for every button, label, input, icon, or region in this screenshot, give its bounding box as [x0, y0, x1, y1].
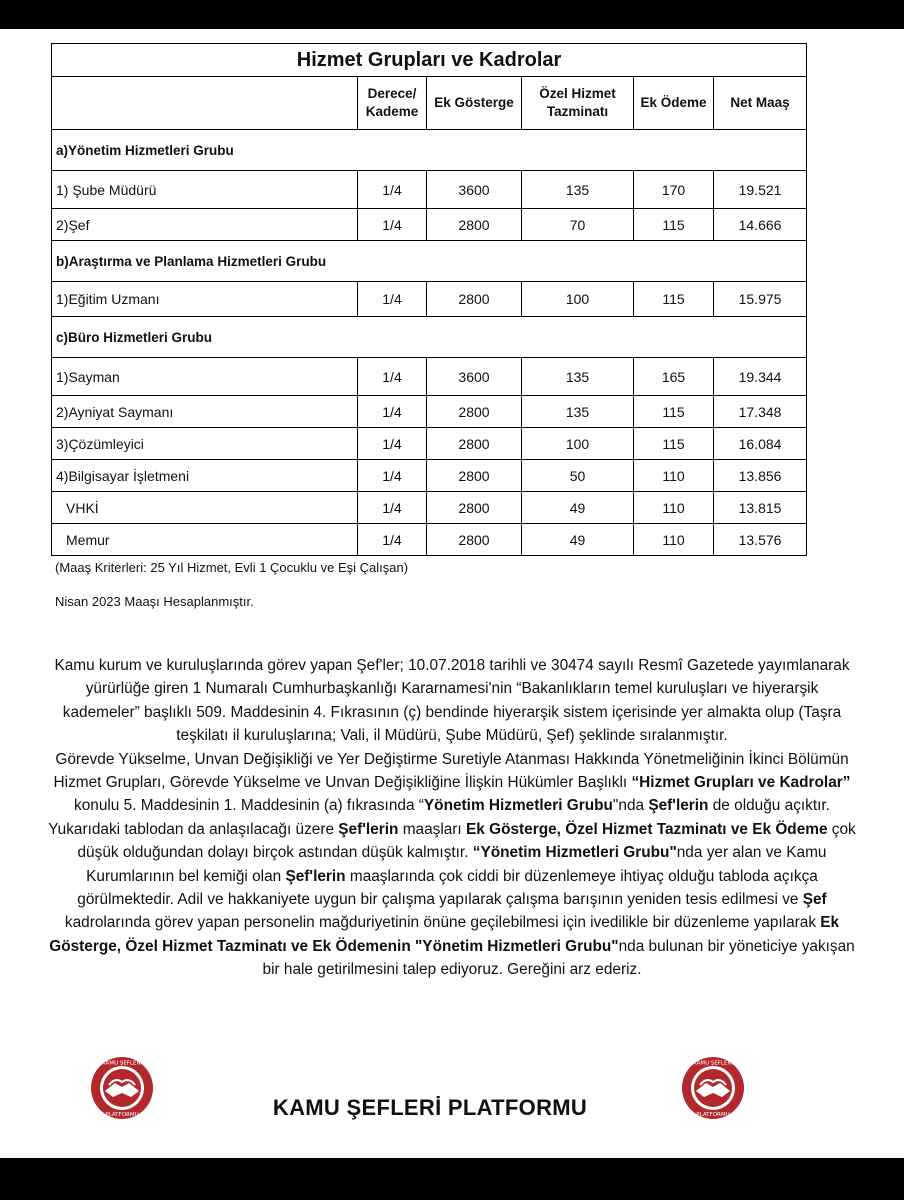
- table-header-row: [52, 77, 807, 130]
- cell-ozel-hizmet: 49: [522, 524, 634, 556]
- cell-ozel-hizmet: 49: [522, 492, 634, 524]
- group-title: c)Büro Hizmetleri Grubu: [52, 317, 807, 358]
- top-black-bar: [0, 0, 904, 29]
- cell-ek-odeme: 110: [634, 492, 714, 524]
- cell-ozel-hizmet: 50: [522, 460, 634, 492]
- cell-net-maas: 16.084: [714, 428, 807, 460]
- cell-title: 2)Şef: [52, 209, 358, 241]
- cell-ek-odeme: 110: [634, 460, 714, 492]
- cell-net-maas: 19.344: [714, 358, 807, 396]
- header-derece: Derece/ Kademe: [358, 77, 427, 130]
- cell-ek-gosterge: 2800: [427, 524, 522, 556]
- cell-net-maas: 19.521: [714, 171, 807, 209]
- logo-top-text: KAMU ŞEFLERİ: [693, 1060, 733, 1067]
- cell-ek-odeme: 165: [634, 358, 714, 396]
- cell-net-maas: 13.856: [714, 460, 807, 492]
- cell-title: 3)Çözümleyici: [52, 428, 358, 460]
- cell-derece: 1/4: [358, 524, 427, 556]
- cell-ek-gosterge: 2800: [427, 282, 522, 317]
- cell-ek-gosterge: 3600: [427, 171, 522, 209]
- cell-net-maas: 15.975: [714, 282, 807, 317]
- header-ek-gosterge: Ek Gösterge: [427, 77, 522, 130]
- cell-derece: 1/4: [358, 209, 427, 241]
- cell-ozel-hizmet: 135: [522, 358, 634, 396]
- header-empty: [52, 77, 358, 130]
- cell-title: 2)Ayniyat Saymanı: [52, 396, 358, 428]
- calculation-date-note: Nisan 2023 Maaşı Hesaplanmıştır.: [55, 594, 254, 609]
- cell-net-maas: 17.348: [714, 396, 807, 428]
- cell-ek-gosterge: 2800: [427, 492, 522, 524]
- header-net-maas: Net Maaş: [714, 77, 807, 130]
- cell-ek-gosterge: 2800: [427, 396, 522, 428]
- table-row: [52, 492, 807, 524]
- table-row: [52, 428, 807, 460]
- table-row: [52, 396, 807, 428]
- cell-title: Memur: [52, 524, 358, 556]
- table-row: [52, 171, 807, 209]
- petition-text: [46, 654, 858, 982]
- cell-derece: 1/4: [358, 171, 427, 209]
- cell-ozel-hizmet: 70: [522, 209, 634, 241]
- table-row: [52, 209, 807, 241]
- header-ek-odeme: Ek Ödeme: [634, 77, 714, 130]
- paragraph-3: Yukarıdaki tablodan da anlaşılacağı üzere Şef'lerin maaşları Ek Gösterge, Özel Hizmet Tazminatı ve Ek Ödeme çok düşük olduğundan dolayı birçok astından düşük kalmıştır. “Yönetim Hizmetleri Grubu"nda yer alan ve Kamu Kurumlarının bel kemiği olan Şef'lerin maaşlarında çok ciddi bir düzenlemeye ihtiyaç olduğu tabloda açıkça görülmektedir. Adil ve hakkaniyete uygun bir çalışma yapılarak çalışma barışının yeniden tesis edilmesi ve Şef kadrolarında görev yapan personelin mağduriyetinin önüne geçilebilmesi için ivedilikle bir düzenleme yapılarak Ek Gösterge, Özel Hizmet Tazminatı ve Ek Ödemenin "Yönetim Hizmetleri Grubu"nda bulunan bir yöneticiye yakışan bir hale getirilmesini talep ediyoruz. Gereğini arz ederiz.: [48, 820, 856, 979]
- cell-title: 1)Sayman: [52, 358, 358, 396]
- cell-derece: 1/4: [358, 492, 427, 524]
- header-ozel-hizmet: Özel Hizmet Tazminatı: [522, 77, 634, 130]
- cell-derece: 1/4: [358, 460, 427, 492]
- footer-title: KAMU ŞEFLERİ PLATFORMU: [272, 1095, 588, 1120]
- cell-ek-odeme: 115: [634, 209, 714, 241]
- group-row: [52, 317, 807, 358]
- cell-title: 1)Eğitim Uzmanı: [52, 282, 358, 317]
- cell-ozel-hizmet: 135: [522, 171, 634, 209]
- cell-ek-odeme: 115: [634, 396, 714, 428]
- cell-ek-gosterge: 3600: [427, 358, 522, 396]
- group-title: a)Yönetim Hizmetleri Grubu: [52, 130, 807, 171]
- cell-net-maas: 13.576: [714, 524, 807, 556]
- cell-derece: 1/4: [358, 428, 427, 460]
- cell-title: 1) Şube Müdürü: [52, 171, 358, 209]
- group-row: [52, 241, 807, 282]
- cell-ek-odeme: 115: [634, 428, 714, 460]
- group-row: [52, 130, 807, 171]
- bottom-black-bar: [0, 1158, 904, 1200]
- paragraph-1: Kamu kurum ve kuruluşlarında görev yapan Şef'ler; 10.07.2018 tarihli ve 30474 sayılı Resmî Gazetede yayımlanarak yürürlüğe giren 1 Numaralı Cumhurbaşkanlığı Kararnamesi'nin “Bakanlıkların temel kuruluşları ve hiyerarşik kademeler” başlıklı 509. Maddesinin 4. Fıkrasının (ç) bendinde hiyerarşik sistem içerisinde yer almakta olup (Taşra teşkilatı il kuruluşlarına; Vali, il Müdürü, Şube Müdürü, Şef) şeklinde sıralanmıştır.: [54, 657, 850, 745]
- cell-ek-gosterge: 2800: [427, 460, 522, 492]
- cell-ozel-hizmet: 100: [522, 428, 634, 460]
- table-row: [52, 460, 807, 492]
- logo-top-text: KAMU ŞEFLERİ: [102, 1060, 142, 1067]
- salary-table: [51, 43, 807, 556]
- cell-ek-odeme: 170: [634, 171, 714, 209]
- salary-criteria-note: (Maaş Kriterleri: 25 Yıl Hizmet, Evli 1 Çocuklu ve Eşi Çalışan): [55, 560, 409, 575]
- cell-net-maas: 13.815: [714, 492, 807, 524]
- cell-derece: 1/4: [358, 282, 427, 317]
- table-title: Hizmet Grupları ve Kadrolar: [52, 44, 807, 77]
- cell-ek-gosterge: 2800: [427, 209, 522, 241]
- cell-derece: 1/4: [358, 396, 427, 428]
- cell-net-maas: 14.666: [714, 209, 807, 241]
- paragraph-2: Görevde Yükselme, Unvan Değişikliği ve Yer Değiştirme Suretiyle Atanması Hakkında Yönetmeliğinin İkinci Bölümün Hizmet Grupları, Görevde Yükselme ve Unvan Değişikliğine İlişkin Hükümler Başlıklı “Hizmet Grupları ve Kadrolar” konulu 5. Maddesinin 1. Maddesinin (a) fıkrasında “Yönetim Hizmetleri Grubu"nda Şef'lerin de olduğu açıktır.: [53, 750, 851, 815]
- cell-ek-gosterge: 2800: [427, 428, 522, 460]
- logo-bottom-text: PLATFORMU: [696, 1112, 730, 1118]
- table-row: [52, 524, 807, 556]
- cell-title: VHKİ: [52, 492, 358, 524]
- cell-ozel-hizmet: 100: [522, 282, 634, 317]
- cell-derece: 1/4: [358, 358, 427, 396]
- table-row: [52, 358, 807, 396]
- cell-ozel-hizmet: 135: [522, 396, 634, 428]
- logo-bottom-text: PLATFORMU: [105, 1112, 139, 1118]
- cell-ek-odeme: 115: [634, 282, 714, 317]
- cell-title: 4)Bilgisayar İşletmeni: [52, 460, 358, 492]
- table-row: [52, 282, 807, 317]
- group-title: b)Araştırma ve Planlama Hizmetleri Grubu: [52, 241, 807, 282]
- cell-ek-odeme: 110: [634, 524, 714, 556]
